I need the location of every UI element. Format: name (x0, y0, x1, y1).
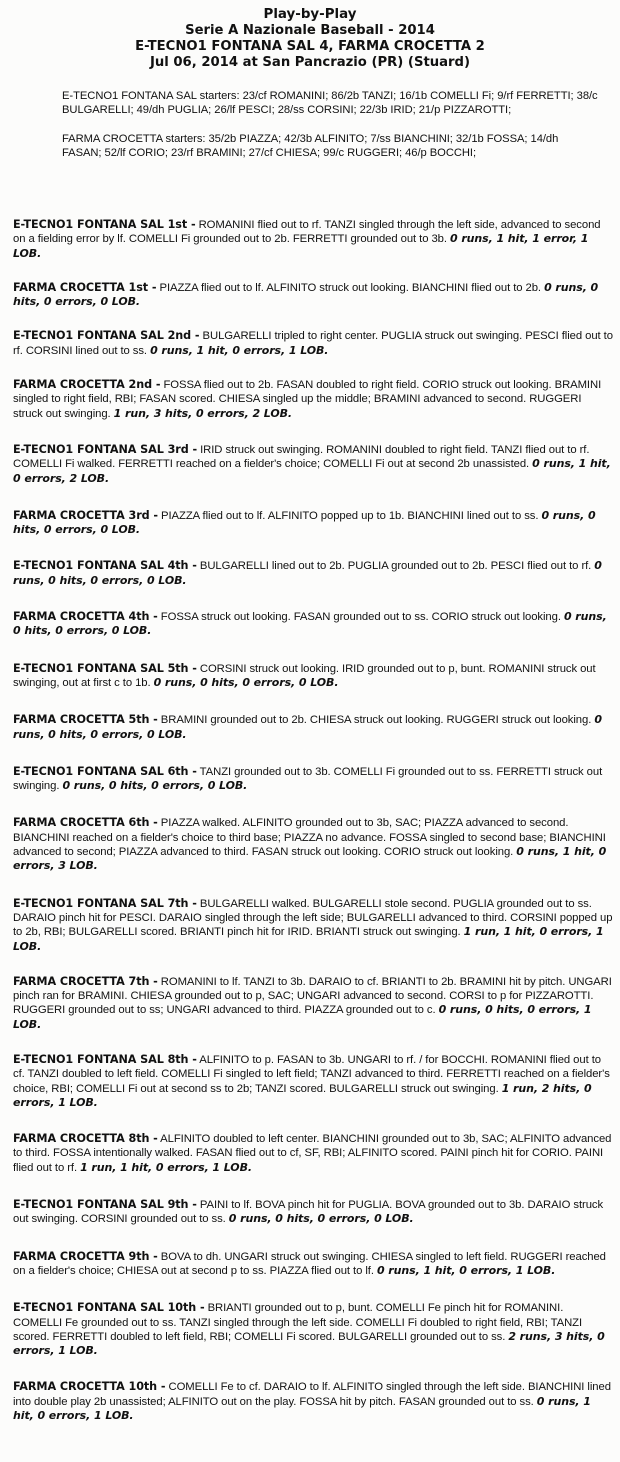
inning-team-label: FARMA CROCETTA 4th - (13, 610, 158, 624)
away-starters: FARMA CROCETTA starters: 35/2b PIAZZA; 42/3b ALFINITO; 7/ss BIANCHINI; 32/1b FOSSA; 14/dh FASAN; 52/lf CORIO; 23/rf BRAMINI; 27/cf CHIESA; 99/c RUGGERI; 46/p BOCCHI; (62, 132, 559, 159)
report-header (0, 0, 620, 71)
inning-summary: 1 run, 3 hits, 0 errors, 2 LOB. (113, 406, 293, 420)
inning-plays: FOSSA struck out looking. FASAN grounded out to ss. CORIO struck out looking. (157, 611, 564, 624)
inning-summary: 0 runs, 1 hit, 0 errors, 1 LOB. (376, 1263, 556, 1277)
inning-team-label: E-TECNO1 FONTANA SAL 1st - (13, 218, 196, 231)
inning-summary: 0 runs, 1 hit, 1 error, 1 LOB. (13, 232, 589, 260)
inning-summary: 1 run, 2 hits, 0 errors, 1 LOB. (13, 1081, 592, 1109)
inning-plays: COMELLI Fe to cf. DARAIO to lf. ALFINITO singled through the left side. BIANCHINI lined into double play 2b unassisted; ALFINITO out on the play. FOSSA hit by pitch. FASAN grounded out to ss. (13, 1381, 611, 1408)
inning-entry (0, 509, 620, 538)
inning-summary: 1 run, 1 hit, 0 errors, 1 LOB. (13, 925, 604, 953)
page-title: Play-by-Play (263, 7, 357, 22)
inning-entry (0, 443, 620, 486)
inning-summary: 0 runs, 0 hits, 0 errors, 0 LOB. (13, 280, 599, 309)
league-line: Serie A Nazionale Baseball - 2014 (185, 23, 435, 38)
inning-summary: 0 runs, 0 hits, 0 errors, 0 LOB. (13, 610, 607, 638)
inning-summary: 0 runs, 0 hits, 0 errors, 0 LOB. (13, 559, 602, 587)
inning-plays: PAINI to lf. BOVA pinch hit for PUGLIA. BOVA grounded out to 3b. DARAIO struck out swinging. CORSINI grounded out to ss. (13, 1199, 604, 1226)
inning-plays: PIAZZA walked. ALFINITO grounded out to 3b, SAC; PIAZZA advanced to second. BIANCHINI reached on a fielder's choice to third base; PIAZZA no advance. FOSSA singled to second base; BIANCHINI advanced to second; PIAZZA advanced to third. FASAN struck out looking. CORIO struck out looking. (13, 817, 606, 859)
inning-entry (0, 559, 620, 588)
play-by-play-list (0, 218, 620, 1423)
inning-team-label: E-TECNO1 FONTANA SAL 9th - (13, 1198, 197, 1212)
inning-plays: IRID struck out swinging. ROMANINI doubled to right field. TANZI flied out to rf. COMELLI Fi walked. FERRETTI reached on a fielder's choice; COMELLI Fi out at second 2b unassisted. (13, 443, 590, 471)
inning-team-label: FARMA CROCETTA 1st - (13, 280, 157, 294)
home-starters: E-TECNO1 FONTANA SAL starters: 23/cf ROMANINI; 86/2b TANZI; 16/1b COMELLI Fi; 9/rf FERRETTI; 38/c BULGARELLI; 49/dh PUGLIA; 26/lf PESCI; 28/ss CORSINI; 22/3b IRID; 21/p PIZZAROTTI; (62, 90, 598, 117)
inning-summary: 0 runs, 1 hit, 0 errors, 1 LOB. (150, 343, 329, 357)
inning-entry (0, 610, 620, 639)
inning-team-label: FARMA CROCETTA 9th - (13, 1249, 158, 1263)
inning-team-label: FARMA CROCETTA 3rd - (13, 508, 158, 522)
inning-entry (0, 1301, 620, 1358)
inning-plays: ALFINITO doubled to left center. BIANCHINI grounded out to 3b, SAC; ALFINITO advanced to third. FOSSA intentionally walked. FASAN flied out to cf, SF, RBI; ALFINITO scored. PAINI pinch hit for CORIO. PAINI flied out to rf. (13, 1133, 612, 1174)
inning-entry (0, 897, 620, 954)
inning-entry (0, 218, 620, 261)
inning-entry (0, 1053, 620, 1110)
inning-plays: ROMANINI flied out to rf. TANZI singled through the left side, advanced to second on a fielding error by lf. COMELLI Fi grounded out to 2b. FERRETTI grounded out to 3b. (13, 219, 601, 246)
inning-entry (0, 975, 620, 1032)
inning-team-label: E-TECNO1 FONTANA SAL 7th - (13, 896, 197, 910)
inning-entry (0, 1250, 620, 1279)
inning-team-label: FARMA CROCETTA 7th - (13, 974, 158, 988)
inning-summary: 0 runs, 1 hit, 0 errors, 1 LOB. (13, 1394, 591, 1423)
inning-plays: TANZI grounded out to 3b. COMELLI Fi grounded out to ss. FERRETTI struck out swinging. (13, 765, 603, 793)
inning-team-label: E-TECNO1 FONTANA SAL 8th - (13, 1052, 197, 1066)
inning-plays: ALFINITO to p. FASAN to 3b. UNGARI to rf. / for BOCCHI. ROMANINI flied out to cf. TANZI doubled to left field. COMELLI Fi singled to left field; TANZI advanced to third. FERRETTI reached on a fielder's choice, RBI; COMELLI Fi out at second ss to 2b; TANZI scored. BULGARELLI struck out swinging. (13, 1053, 610, 1095)
inning-plays: FOSSA flied out to 2b. FASAN doubled to right field. CORIO struck out looking. BRAMINI singled to right field, RBI; FASAN scored. CHIESA singled up the middle; BRAMINI advanced to second. RUGGERI struck out swinging. (13, 379, 602, 420)
inning-entry (0, 1132, 620, 1175)
date-venue-line: Jul 06, 2014 at San Pancrazio (PR) (Stuard) (149, 55, 471, 70)
inning-entry (0, 1380, 620, 1423)
inning-summary: 2 runs, 3 hits, 0 errors, 1 LOB. (13, 1329, 605, 1358)
inning-team-label: E-TECNO1 FONTANA SAL 3rd - (13, 442, 198, 456)
inning-plays: PIAZZA flied out to lf. ALFINITO popped up to 1b. BIANCHINI lined out to ss. (157, 509, 542, 522)
inning-summary: 0 runs, 0 hits, 0 errors, 0 LOB. (153, 675, 339, 689)
inning-team-label: E-TECNO1 FONTANA SAL 4th - (13, 559, 197, 573)
inning-team-label: E-TECNO1 FONTANA SAL 6th - (13, 764, 197, 778)
inning-plays: CORSINI struck out looking. IRID grounded out to p, bunt. ROMANINI struck out swinging, out at first c to 1b. (13, 662, 596, 689)
inning-entry (0, 1198, 620, 1227)
inning-summary: 0 runs, 0 hits, 0 errors, 0 LOB. (228, 1212, 414, 1226)
inning-entry (0, 765, 620, 794)
inning-plays: PIAZZA flied out to lf. ALFINITO struck out looking. BIANCHINI flied out to 2b. (156, 281, 545, 294)
inning-plays: BRAMINI grounded out to 2b. CHIESA struck out looking. RUGGERI struck out looking. (157, 714, 595, 727)
inning-plays: BRIANTI grounded out to p, bunt. COMELLI Fe pinch hit for ROMANINI. COMELLI Fe grounded out to ss. TANZI singled through the left side. COMELLI Fi doubled to right field, RBI; TANZI scored. FERRETTI doubled to left field, RBI; COMELLI Fi scored. BULGARELLI grounded out to ss. (13, 1302, 583, 1343)
inning-plays: BULGARELLI walked. BULGARELLI stole second. PUGLIA grounded out to ss. DARAIO pinch hit for PESCI. DARAIO singled through the left side; BULGARELLI advanced to third. CORSINI popped up to 2b, RBI; BULGARELLI scored. BRIANTI pinch hit for IRID. BRIANTI struck out swinging. (13, 897, 613, 939)
inning-summary: 0 runs, 0 hits, 0 errors, 0 LOB. (13, 713, 602, 741)
inning-entry (0, 713, 620, 742)
inning-entry (0, 378, 620, 421)
inning-plays: BULGARELLI tripled to right center. PUGLIA struck out swinging. PESCI flied out to rf. CORSINI lined out to ss. (13, 330, 613, 357)
inning-plays: BULGARELLI lined out to 2b. PUGLIA grounded out to 2b. PESCI flied out to rf. (196, 560, 595, 573)
inning-entry (0, 662, 620, 691)
inning-summary: 0 runs, 0 hits, 0 errors, 0 LOB. (62, 779, 248, 793)
matchup-line: E-TECNO1 FONTANA SAL 4, FARMA CROCETTA 2 (135, 39, 485, 54)
inning-entry (0, 329, 620, 358)
inning-team-label: FARMA CROCETTA 8th - (13, 1132, 158, 1146)
inning-team-label: FARMA CROCETTA 5th - (13, 713, 158, 727)
inning-summary: 0 runs, 1 hit, 0 errors, 2 LOB. (13, 457, 611, 485)
inning-plays: BOVA to dh. UNGARI struck out swinging. CHIESA singled to left field. RUGGERI reached on a fielder's choice; CHIESA out at second p to ss. PIAZZA flied out to lf. (13, 1250, 606, 1277)
inning-team-label: E-TECNO1 FONTANA SAL 10th - (13, 1301, 205, 1315)
inning-team-label: E-TECNO1 FONTANA SAL 5th - (13, 661, 197, 675)
inning-summary: 0 runs, 1 hit, 0 errors, 3 LOB. (13, 845, 607, 873)
inning-team-label: FARMA CROCETTA 2nd - (13, 378, 161, 392)
inning-entry (0, 816, 620, 873)
inning-plays: ROMANINI to lf. TANZI to 3b. DARAIO to cf. BRIANTI to 2b. BRAMINI hit by pitch. UNGARI pinch ran for BRAMINI. CHIESA grounded out to p, SAC; UNGARI advanced to second. CORSI to p for PIZZAROTTI. RUGGERI grounded out to ss; UNGARI advanced to third. PIAZZA grounded out to c. (13, 975, 612, 1017)
inning-summary: 0 runs, 0 hits, 0 errors, 0 LOB. (13, 508, 596, 537)
inning-summary: 1 run, 1 hit, 0 errors, 1 LOB. (80, 1160, 252, 1174)
inning-summary: 0 runs, 0 hits, 0 errors, 1 LOB. (13, 1003, 592, 1031)
inning-team-label: E-TECNO1 FONTANA SAL 2nd - (13, 329, 200, 343)
inning-entry (0, 281, 620, 310)
inning-team-label: FARMA CROCETTA 10th - (13, 1380, 166, 1394)
inning-team-label: FARMA CROCETTA 6th - (13, 816, 158, 830)
